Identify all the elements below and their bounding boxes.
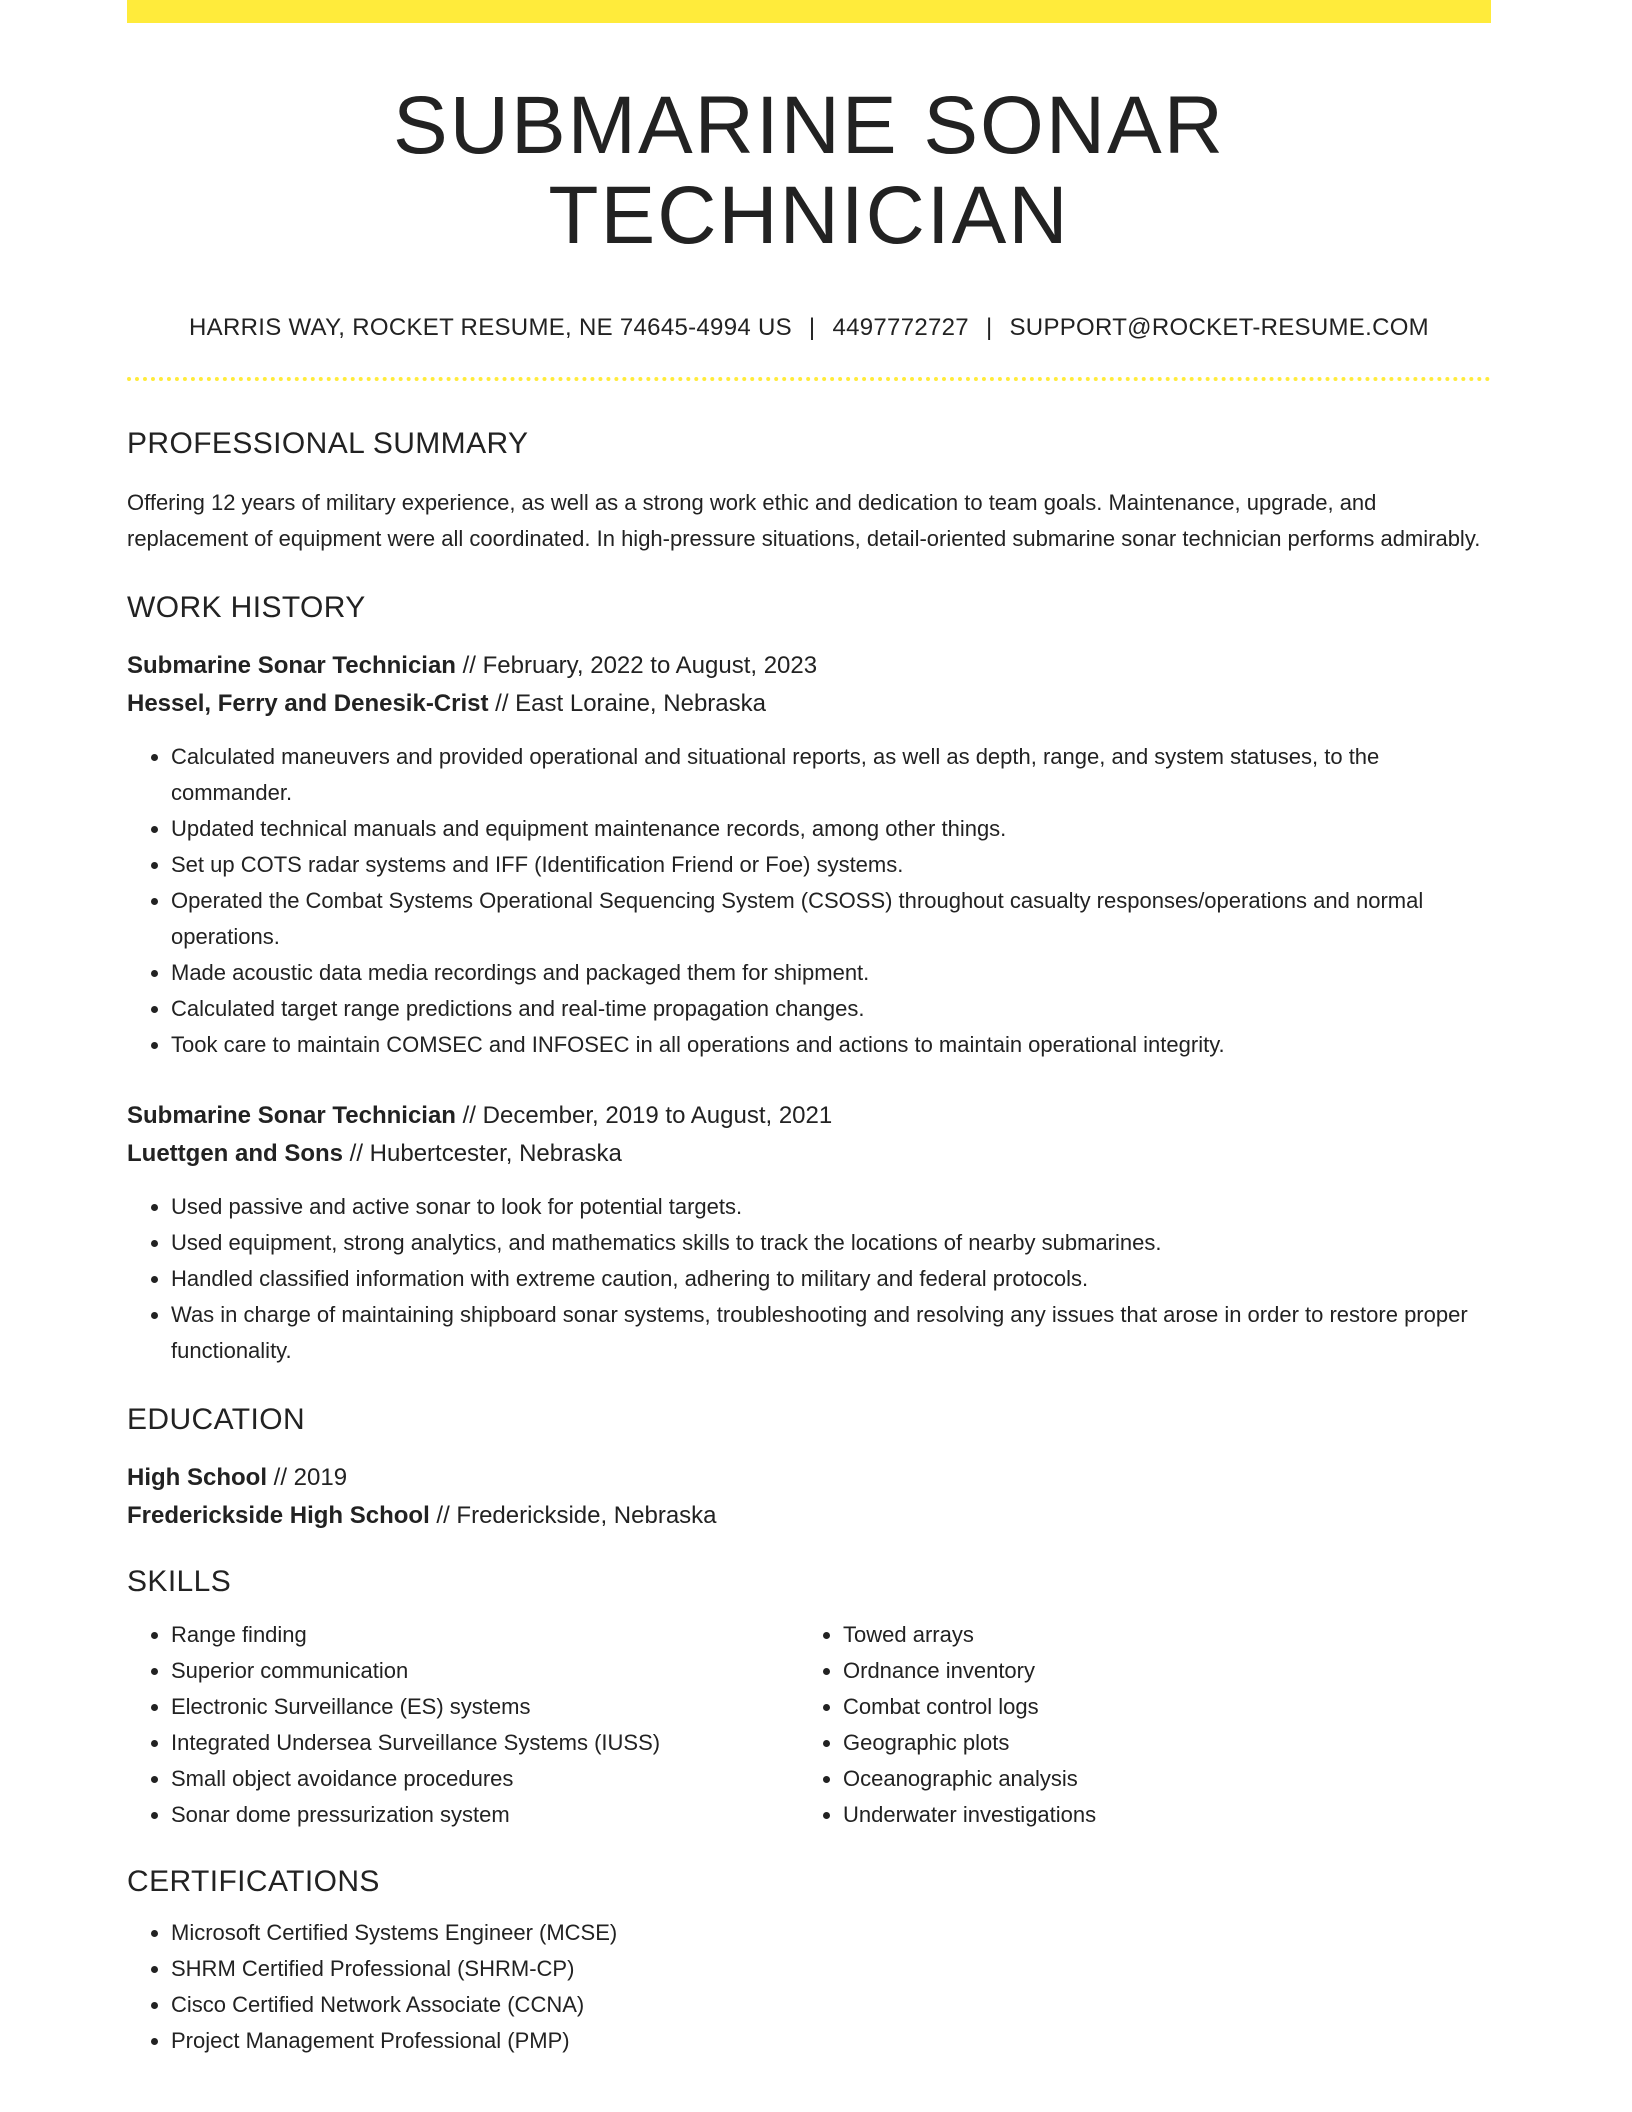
education-entry — [127, 1459, 1491, 1535]
list-item: • Was in charge of maintaining shipboard sonar systems, troubleshooting and resolving any issues that arose in order to restore proper functionality. — [171, 1297, 1491, 1369]
list-item: • Oceanographic analysis — [843, 1761, 1471, 1797]
job-dates: // December, 2019 to August, 2021 — [455, 1102, 833, 1130]
skills-left-list — [127, 1617, 799, 1833]
list-item: • Used equipment, strong analytics, and mathematics skills to track the locations of nearby submarines. — [171, 1225, 1491, 1261]
list-item: • Range finding — [171, 1617, 799, 1653]
education-degree-line — [127, 1459, 1491, 1497]
list-item: • Operated the Combat Systems Operational Sequencing System (CSOSS) throughout casualty responses/operations and normal operations. — [171, 883, 1491, 955]
list-item: • Project Management Professional (PMP) — [171, 2023, 1491, 2059]
certifications-heading: CERTIFICATIONS — [127, 1865, 380, 1899]
list-item: • Cisco Certified Network Associate (CCNA) — [171, 1987, 1491, 2023]
education-school-line — [127, 1497, 1491, 1535]
resume-title: SUBMARINE SONAR TECHNICIAN — [393, 80, 1225, 262]
list-item: • Set up COTS radar systems and IFF (Identification Friend or Foe) systems. — [171, 847, 1491, 883]
list-item: • Combat control logs — [843, 1689, 1471, 1725]
top-accent-bar — [127, 0, 1491, 23]
job-location: // East Loraine, Nebraska — [488, 690, 766, 718]
job-bullets — [127, 1189, 1491, 1369]
list-item: • Ordnance inventory — [843, 1653, 1471, 1689]
job-dates: // February, 2022 to August, 2023 — [455, 652, 818, 680]
list-item: • Took care to maintain COMSEC and INFOSEC in all operations and actions to maintain operational integrity. — [171, 1027, 1491, 1063]
list-item: • Used passive and active sonar to look for potential targets. — [171, 1189, 1491, 1225]
education-location: // Frederickside, Nebraska — [429, 1502, 717, 1530]
job-role-line — [127, 1097, 1491, 1135]
job-role: Submarine Sonar Technician — [127, 652, 456, 680]
list-item: • Made acoustic data media recordings and packaged them for shipment. — [171, 955, 1491, 991]
job-company-line — [127, 1135, 1491, 1173]
list-item: • Underwater investigations — [843, 1797, 1471, 1833]
list-item: • SHRM Certified Professional (SHRM-CP) — [171, 1951, 1491, 1987]
list-item: • Integrated Undersea Surveillance Systems (IUSS) — [171, 1725, 799, 1761]
summary-heading: PROFESSIONAL SUMMARY — [127, 427, 529, 461]
list-item: • Updated technical manuals and equipment maintenance records, among other things. — [171, 811, 1491, 847]
list-item: • Electronic Surveillance (ES) systems — [171, 1689, 799, 1725]
list-item: • Calculated maneuvers and provided operational and situational reports, as well as depth, range, and system statuses, to the commander. — [171, 739, 1491, 811]
job-company-line — [127, 685, 1491, 723]
education-degree: High School — [127, 1464, 267, 1492]
list-item: • Superior communication — [171, 1653, 799, 1689]
education-year: // 2019 — [267, 1464, 348, 1492]
list-item: • Handled classified information with extreme caution, adhering to military and federal protocols. — [171, 1261, 1491, 1297]
contact-separator: | — [985, 314, 993, 342]
job-role-line — [127, 647, 1491, 685]
list-item: • Microsoft Certified Systems Engineer (MCSE) — [171, 1915, 1491, 1951]
list-item: • Calculated target range predictions and real-time propagation changes. — [171, 991, 1491, 1027]
job-location: // Hubertcester, Nebraska — [343, 1140, 622, 1168]
job-company: Hessel, Ferry and Denesik-Crist — [127, 690, 489, 718]
job-company: Luettgen and Sons — [127, 1140, 343, 1168]
skills-right-list — [799, 1617, 1471, 1833]
header-divider — [127, 377, 1491, 381]
job-role: Submarine Sonar Technician — [127, 1102, 456, 1130]
contact-address: HARRIS WAY, ROCKET RESUME, NE 74645-4994 US — [189, 314, 792, 342]
contact-phone[interactable]: 4497772727 — [832, 314, 969, 342]
job-bullets — [127, 739, 1491, 1063]
list-item: • Sonar dome pressurization system — [171, 1797, 799, 1833]
resume-page — [127, 0, 1491, 2059]
work-history-heading: WORK HISTORY — [127, 591, 366, 625]
education-school: Frederickside High School — [127, 1502, 430, 1530]
contact-line — [127, 314, 1491, 342]
list-item: • Small object avoidance procedures — [171, 1761, 799, 1797]
contact-email[interactable]: SUPPORT@ROCKET-RESUME.COM — [1009, 314, 1429, 342]
summary-text: Offering 12 years of military experience, as well as a strong work ethic and dedication to team goals. Maintenance, upgrade, and replacement of equipment were all coordinated. In high-pressure situations, detail-oriented submarine sonar technician performs admirably. — [127, 490, 1481, 552]
job-entry — [127, 1097, 1491, 1369]
contact-separator: | — [808, 314, 816, 342]
skills-columns — [127, 1617, 1491, 1833]
list-item: • Geographic plots — [843, 1725, 1471, 1761]
education-heading: EDUCATION — [127, 1403, 306, 1437]
skills-heading: SKILLS — [127, 1565, 232, 1599]
certifications-list — [127, 1915, 1491, 2059]
list-item: • Towed arrays — [843, 1617, 1471, 1653]
job-entry — [127, 647, 1491, 1063]
